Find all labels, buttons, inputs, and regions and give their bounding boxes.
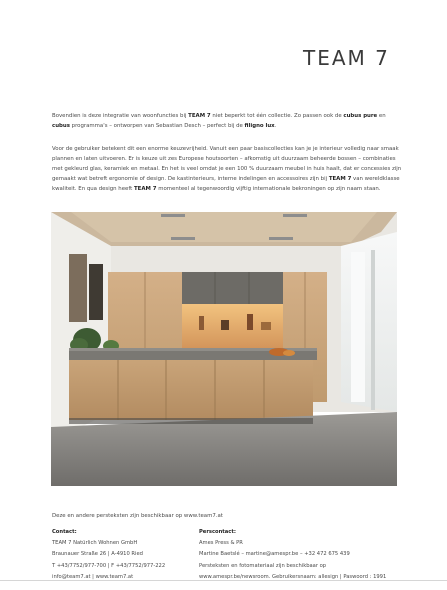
bottom-divider [0, 580, 447, 581]
press-line: Persteksten en fotomateriaal zijn beschikbaar op [199, 562, 327, 569]
contact-line: TEAM 7 Natürlich Wohnen GmbH [52, 540, 138, 547]
contact-heading: Contact: [52, 529, 77, 535]
kitchen-photo-illustration [51, 212, 397, 486]
press-line: Martine Baetslé – martine@amespr.be – +32 472 675 439 [199, 551, 350, 558]
contact-line: Braunauer Straße 26 | A-4910 Ried [52, 551, 143, 558]
contact-line: T +43/7752/977-700 | F +43/7752/977-222 [52, 562, 166, 569]
kitchen-photo [51, 212, 397, 486]
intro-paragraph-1: Bovendien is deze integratie van woonfuncties bij TEAM 7 niet beperkt tot één collectie. Zo passen ook de cubus pure en cubus programma's – ontworpen van Sebastian Desch – perfect bij de filigno lux. [52, 113, 386, 129]
press-line: Ames Press & PR [199, 540, 243, 547]
team7-logo: TEAM 7 [303, 46, 390, 70]
intro-paragraph-2: Voor de gebruiker betekent dit een enorme keuzevrijheid. Vanuit een paar basiscollecties kan je je interieur volledig naar smaak plannen en laten uitvoeren. Er is keuze uit zes Europese houtsoorten – afkomstig uit duurzaam beheerde bossen – combinaties met gekleurd glas, keramiek en metaal. En het is veel omdat je een 100 % duurzaam meubel in huis haalt, dat er concessies zijn gemaakt wat betreft ergonomie of design. De kastinterieurs, interne indelingen en accessoires zijn bij TEAM 7 van wereldklasse kwaliteit. En qua design heeft TEAM 7 momenteel al tegenwoordig vijftig internationale bekroningen op zijn naam staan. [52, 146, 402, 192]
contact-block [52, 527, 192, 583]
press-contact-block [199, 527, 409, 583]
contact-line: info@team7.at | www.team7.at [52, 573, 134, 580]
press-line: www.amespr.be/newsroom. Gebruikersnaam: allesign | Paswoord : 1991 [199, 573, 387, 580]
press-heading: Perscontact: [199, 529, 236, 535]
footer-note: Deze en andere persteksten zijn beschikbaar op www.team7.at [52, 513, 223, 519]
